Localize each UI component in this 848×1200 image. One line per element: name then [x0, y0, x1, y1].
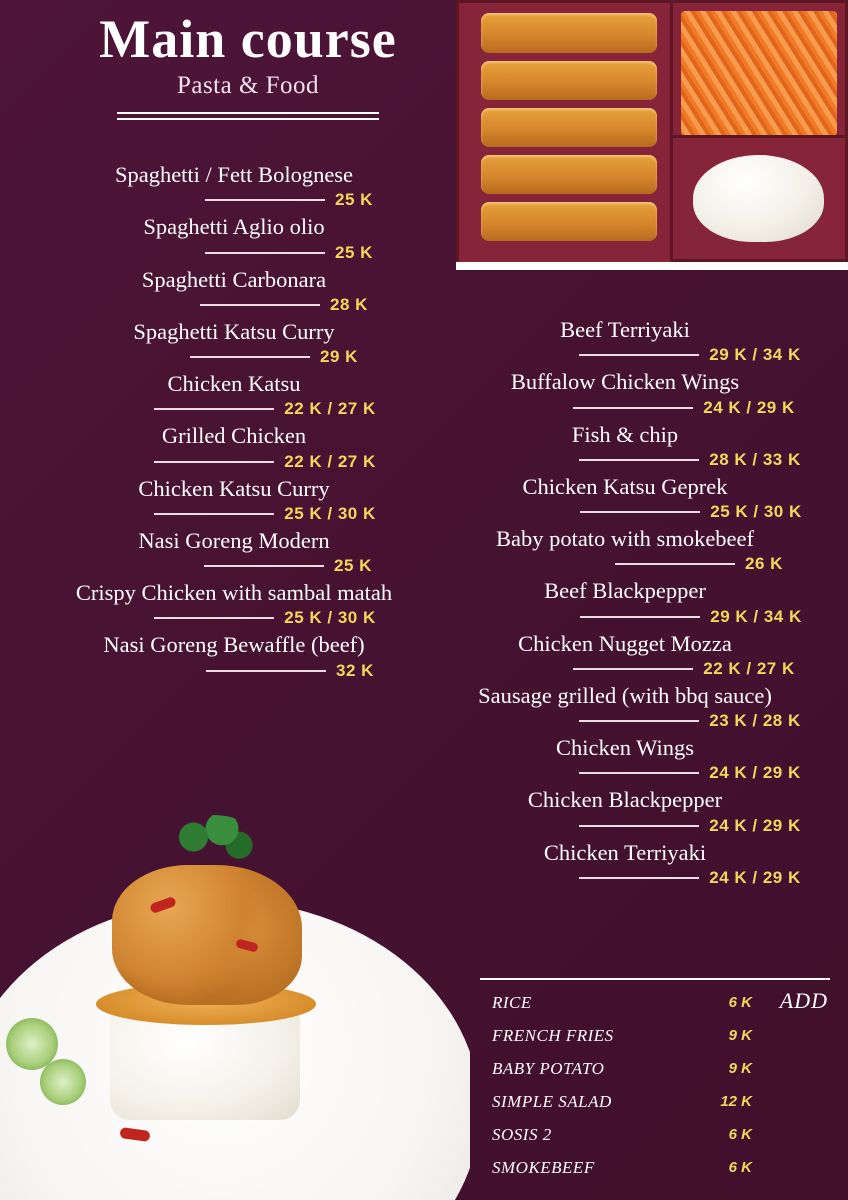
menu-item-price: 24 K / 29 K: [709, 815, 801, 835]
add-item-name: SIMPLE SALAD: [492, 1091, 612, 1111]
price-divider: [615, 563, 735, 565]
price-divider: [206, 670, 326, 672]
menu-item-name: Crispy Chicken with sambal matah: [75, 580, 393, 605]
price-divider: [200, 304, 320, 306]
menu-item-price: 29 K / 34 K: [710, 606, 802, 626]
menu-item-price: 25 K / 30 K: [284, 503, 376, 523]
menu-item: [420, 838, 830, 888]
menu-item-name: Beef Blackpepper: [544, 578, 706, 604]
photo-underline: [456, 262, 848, 270]
menu-item-price: 25 K / 30 K: [284, 608, 376, 628]
price-divider: [204, 565, 324, 567]
menu-item: [420, 576, 830, 626]
menu-item-name: Spaghetti Carbonara: [141, 266, 327, 292]
menu-item: [24, 212, 444, 262]
menu-item-price: 32 K: [336, 660, 374, 680]
add-item-row: [480, 1118, 840, 1151]
menu-item-name: Chicken Katsu Geprek: [522, 473, 728, 499]
menu-item-price: 25 K / 30 K: [710, 502, 802, 521]
menu-item-price: 26 K: [745, 554, 783, 574]
menu-item-name: Beef Terriyaki: [560, 317, 690, 342]
menu-item: [24, 526, 444, 576]
add-item-name: SOSIS 2: [492, 1124, 552, 1144]
menu-item-price: 28 K / 33 K: [709, 449, 801, 469]
menu-item: [24, 630, 444, 680]
add-item-price: 6 K: [728, 994, 752, 1011]
menu-item-name: Chicken Wings: [555, 735, 695, 760]
menu-item-price: 25 K: [335, 190, 373, 210]
menu-item-name: Chicken Katsu: [167, 371, 301, 396]
menu-item-price: 22 K / 27 K: [703, 658, 795, 678]
menu-item-name: Spaghetti Katsu Curry: [133, 318, 335, 344]
add-item-name: BABY POTATO: [492, 1058, 605, 1078]
menu-item: [420, 524, 830, 574]
price-divider: [205, 199, 325, 201]
menu-item-price: 24 K / 29 K: [703, 397, 795, 417]
menu-item: [24, 265, 444, 315]
menu-item-name: Spaghetti Aglio olio: [143, 214, 325, 240]
menu-item-name: Buffalow Chicken Wings: [510, 369, 740, 395]
menu-item-name: Nasi Goreng Modern: [138, 527, 330, 553]
menu-item-name: Chicken Nugget Mozza: [518, 630, 732, 656]
add-item-name: RICE: [492, 992, 532, 1012]
menu-item: [420, 681, 830, 731]
price-divider: [579, 354, 699, 356]
price-divider: [579, 720, 699, 722]
menu-right-column: [420, 315, 830, 890]
page-subtitle: Pasta & Food: [176, 72, 320, 100]
menu-item: [420, 472, 830, 522]
crispy-chicken-rice-plate-photo: [0, 780, 470, 1200]
price-divider: [154, 461, 274, 463]
menu-item: [420, 785, 830, 835]
menu-item: [24, 317, 444, 367]
menu-item: [24, 474, 444, 524]
add-item-name: FRENCH FRIES: [492, 1025, 614, 1045]
menu-item: [420, 733, 830, 783]
price-divider: [190, 356, 310, 358]
menu-item: [420, 629, 830, 679]
menu-item: [24, 160, 444, 210]
menu-item: [420, 420, 830, 470]
menu-item-name: Chicken Terriyaki: [543, 839, 707, 865]
menu-item-price: 23 K / 28 K: [709, 711, 801, 730]
menu-item-price: 25 K: [335, 242, 373, 262]
price-divider: [579, 459, 699, 461]
add-item-price: 12 K: [720, 1093, 752, 1110]
price-divider: [579, 877, 699, 879]
page-title: Main course: [99, 9, 397, 69]
add-item-price: 9 K: [728, 1027, 752, 1044]
add-section-divider: [480, 978, 830, 980]
add-item-row: [480, 1052, 840, 1085]
menu-item-name: Fish & chip: [571, 421, 679, 447]
menu-item-name: Chicken Blackpepper: [527, 787, 723, 813]
price-divider: [573, 668, 693, 670]
price-divider: [154, 408, 274, 410]
price-divider: [580, 616, 700, 618]
menu-item: [24, 421, 444, 471]
menu-item-name: Chicken Katsu Curry: [138, 475, 330, 501]
menu-item-price: 28 K: [330, 294, 368, 314]
add-section: [480, 986, 840, 1184]
menu-left-column: [24, 160, 444, 683]
add-item-price: 6 K: [728, 1126, 752, 1143]
menu-item: [420, 367, 830, 417]
add-item-row: [480, 1019, 840, 1052]
menu-item-price: 29 K / 34 K: [709, 345, 801, 365]
add-section-label: ADD: [779, 988, 828, 1013]
menu-item-price: 24 K / 29 K: [709, 763, 801, 783]
bento-box-katsu-photo: [456, 0, 848, 262]
menu-item-name: Baby potato with smokebeef: [495, 526, 755, 551]
price-divider: [573, 407, 693, 409]
menu-item-price: 29 K: [320, 347, 358, 366]
add-item-name: SMOKEBEEF: [492, 1157, 595, 1177]
menu-item-name: Spaghetti / Fett Bolognese: [114, 162, 354, 187]
price-divider: [579, 772, 699, 774]
price-divider: [579, 825, 699, 827]
price-divider: [205, 252, 325, 254]
add-item-row: [480, 1151, 840, 1184]
add-item-row: [480, 1085, 840, 1118]
menu-item-price: 22 K / 27 K: [284, 399, 376, 419]
header-divider: [117, 112, 379, 120]
menu-item-name: Nasi Goreng Bewaffle (beef): [103, 632, 365, 658]
page-header: [48, 8, 448, 120]
menu-item-name: Sausage grilled (with bbq sauce): [478, 682, 772, 708]
menu-item-price: 22 K / 27 K: [284, 451, 376, 471]
price-divider: [580, 511, 700, 513]
add-item-price: 9 K: [728, 1060, 752, 1077]
menu-item: [420, 315, 830, 365]
menu-item-price: 24 K / 29 K: [709, 867, 801, 887]
menu-item: [24, 369, 444, 419]
add-item-price: 6 K: [728, 1159, 752, 1176]
menu-item-name: Grilled Chicken: [161, 423, 307, 449]
price-divider: [154, 513, 274, 515]
menu-item-price: 25 K: [334, 556, 372, 575]
price-divider: [154, 617, 274, 619]
menu-item: [24, 578, 444, 628]
